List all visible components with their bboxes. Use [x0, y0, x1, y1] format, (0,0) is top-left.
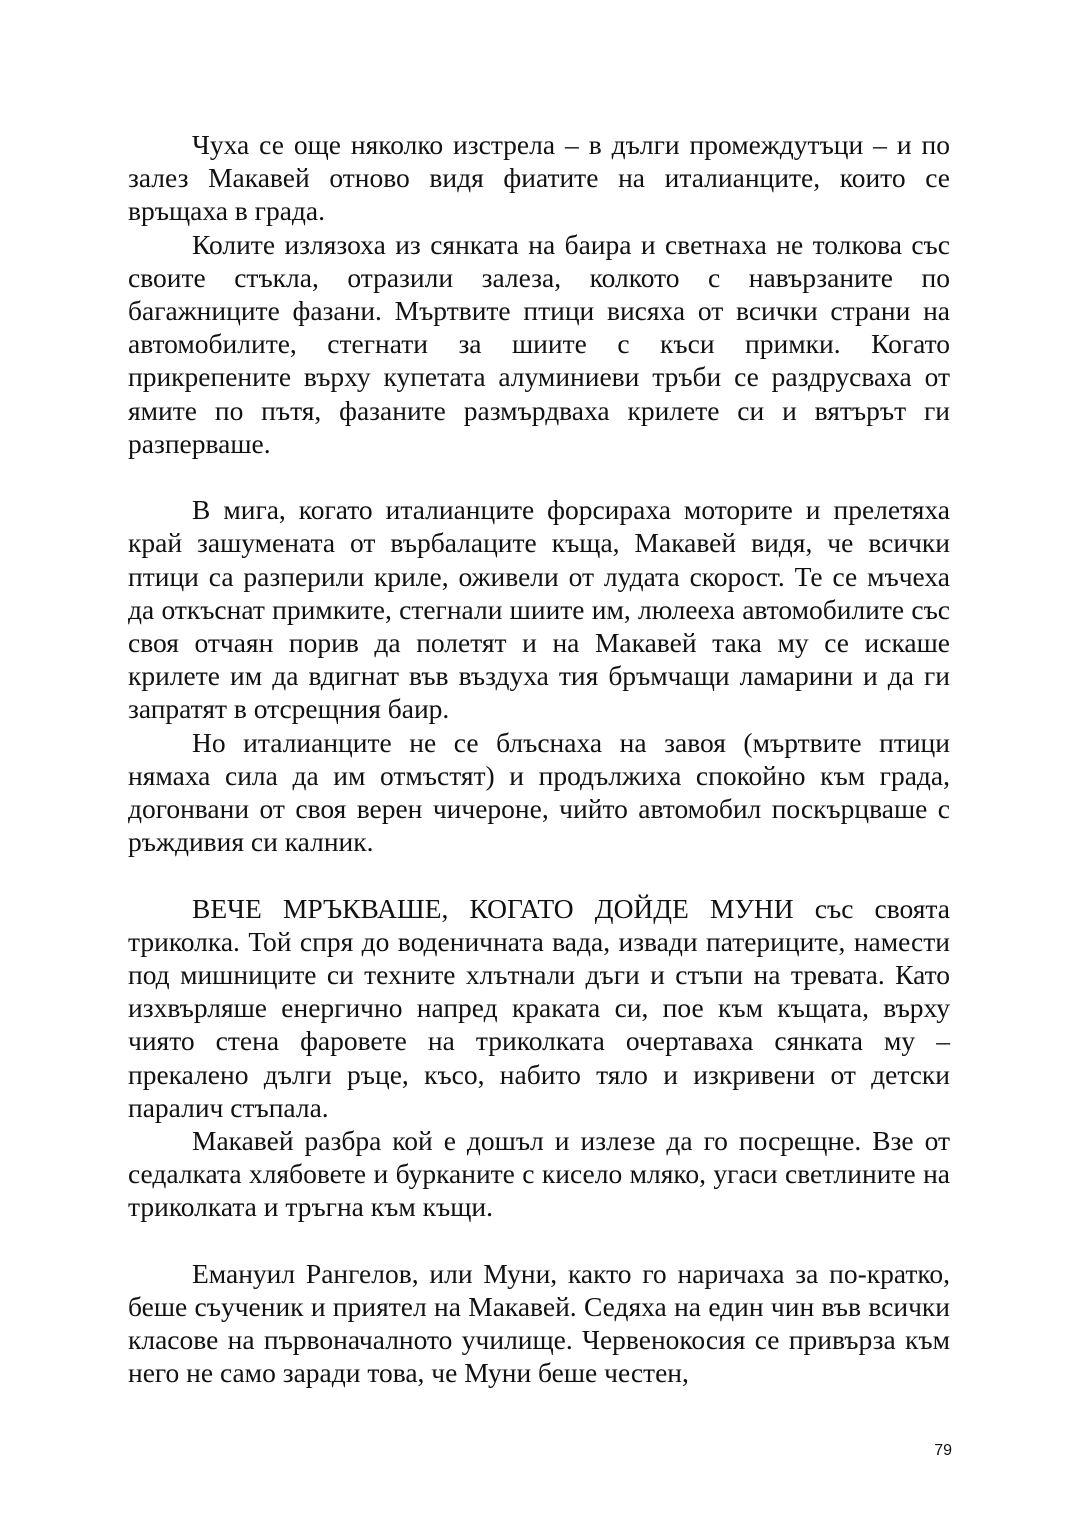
- paragraph-2: Колите излязоха из сянката на баира и светнаха не толкова със своите стъкла, отразили залеза, колкото с навързаните по багажниците фазани. Мъртвите птици висяха от всички страни на автомобилите, стегнати за шиите с къси примки. Когато прикрепените върху купетата алуминиеви тръби се раздрусваха от ямите по пътя, фазаните размърдваха крилете си и вятърът ги разперваше.: [128, 228, 950, 459]
- page-number: 79: [934, 1442, 952, 1459]
- paragraph-7: Емануил Рангелов, или Муни, както го наричаха за по-кратко, беше съученик и приятел на Макавей. Седяха на един чин във всички класове на първоначалното училище. Червенокосия се привърза към него не само заради това, че Муни беше честен,: [128, 1257, 950, 1389]
- page-text: [128, 128, 950, 1390]
- paragraph-4: Но италианците не се блъснаха на завоя (мъртвите птици нямаха сила да им отмъстят) и продължиха спокойно към града, догонвани от своя верен чичероне, чийто автомобил поскърцваше с ръждивия си калник.: [128, 726, 950, 858]
- paragraph-5: ВЕЧЕ МРЪКВАШЕ, КОГАТО ДОЙДЕ МУНИ със своята триколка. Той спря до воденичната вада, извади патериците, намести под мишниците си техните хлътнали дъги и стъпи на тревата. Като изхвърляше енергично напред краката си, пое към къщата, върху чиято стена фаровете на триколката очертаваха сянката му – прекалено дълги ръце, късо, набито тяло и изкривени от детски паралич стъпала.: [128, 892, 950, 1123]
- paragraph-6: Макавей разбра кой е дошъл и излезе да го посрещне. Взе от седалката хлябовете и бурканите с кисело мляко, угаси светлините на триколката и тръгна към къщи.: [128, 1125, 950, 1223]
- paragraph-3: В мига, когато италианците форсираха моторите и прелетяха край зашумената от върбалаците къща, Макавей видя, че всички птици са разперили криле, оживели от лудата скорост. Те се мъчеха да откъснат примките, стегнали шиите им, люлееха автомобилите със своя отчаян порив да полетят и на Макавей така му се искаше крилете им да вдигнат във въздуха тия бръмчащи ламарини и да ги запратят в отсрещния баир.: [128, 494, 950, 725]
- paragraph-1: Чуха се още няколко изстрела – в дълги промеждутъци – и по залез Макавей отново видя фиатите на италианците, които се връщаха в града.: [128, 129, 950, 227]
